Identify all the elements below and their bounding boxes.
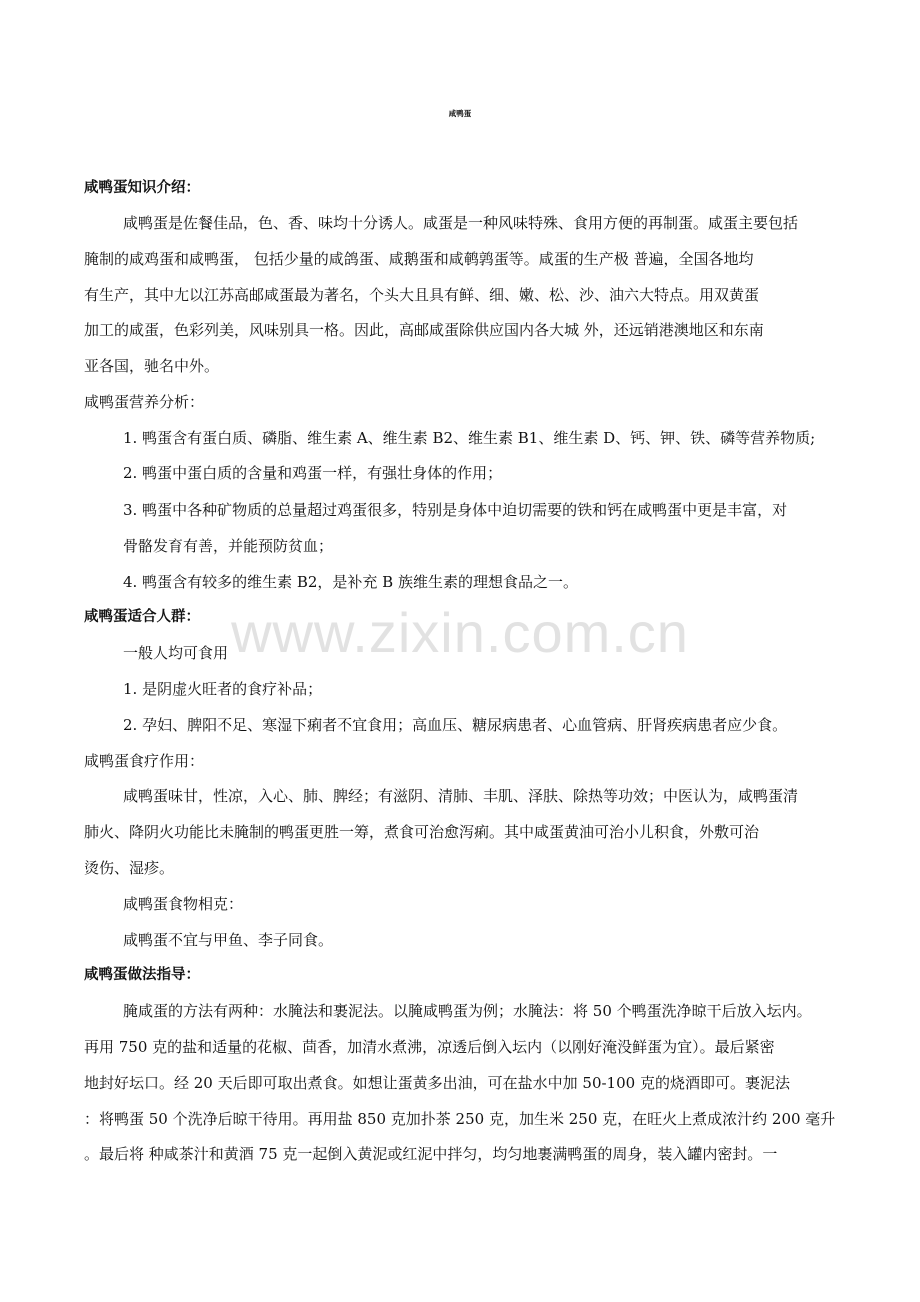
paragraph-line: 烫伤、湿疹。 — [84, 859, 175, 877]
list-item: 1. 鸭蛋含有蛋白质、磷脂、维生素 A、维生素 B2、维生素 B1、维生素 D、钙、钾、铁、磷等营养物质; — [123, 429, 816, 447]
section-heading-method: 咸鸭蛋做法指导： — [84, 967, 200, 983]
section-heading-nutrition: 咸鸭蛋营养分析： — [84, 393, 205, 411]
paragraph-line: 亚各国，驰名中外。 — [84, 357, 220, 375]
paragraph-line: 一般人均可食用 — [123, 644, 229, 662]
section-heading-therapy: 咸鸭蛋食疗作用： — [84, 752, 205, 770]
list-item-continuation: 骨骼发育有善，并能预防贫血； — [123, 537, 334, 555]
watermark: www.zixin.com.cn — [231, 601, 689, 664]
list-item: 3. 鸭蛋中各种矿物质的总量超过鸡蛋很多，特别是身体中迫切需要的铁和钙在咸鸭蛋中更是丰富，对 — [123, 501, 788, 519]
paragraph-line: 再用 750 克的盐和适量的花椒、茴香，加清水煮沸，凉透后倒入坛内（以刚好淹没鲜蛋为宜）。最后紧密 — [84, 1038, 775, 1056]
list-item: 2. 孕妇、脾阳不足、寒湿下痢者不宜食用；高血压、糖尿病患者、心血管病、肝肾疾病患者应少食。 — [123, 716, 788, 734]
section-heading-intro: 咸鸭蛋知识介绍： — [84, 180, 200, 196]
section-heading-suitable: 咸鸭蛋适合人群： — [84, 609, 200, 625]
paragraph-line: 肺火、降阴火功能比未腌制的鸭蛋更胜一筹，煮食可治愈泻痢。其中咸蛋黄油可治小儿积食，外敷可治 — [84, 823, 760, 841]
list-item: 2. 鸭蛋中蛋白质的含量和鸡蛋一样，有强壮身体的作用； — [123, 464, 503, 482]
paragraph-line: 腌制的咸鸡蛋和咸鸭蛋， 包括少量的咸鸽蛋、咸鹅蛋和咸鹌鹑蛋等。咸蛋的生产极 普遍，全国各地均 — [84, 250, 754, 268]
list-item: 4. 鸭蛋含有较多的维生素 B2，是补充 B 族维生素的理想食品之一。 — [123, 573, 578, 591]
paragraph-line: 加工的咸蛋，色彩列美，风味别具一格。因此，高邮咸蛋除供应国内各大城 外，还远销港澳地区和东南 — [84, 321, 764, 339]
list-item: 1. 是阴虚火旺者的食疗补品； — [123, 680, 323, 698]
paragraph-line: 咸鸭蛋是佐餐佳品，色、香、味均十分诱人。咸蛋是一种风味特殊、食用方便的再制蛋。咸蛋主要包括 — [123, 214, 799, 232]
paragraph-line: ：将鸭蛋 50 个洗净后晾干待用。再用盐 850 克加扑茶 250 克，加生米 250 克，在旺火上煮成浓汁约 200 毫升 — [84, 1110, 836, 1128]
paragraph-line: 咸鸭蛋不宜与甲鱼、李子同食。 — [123, 931, 334, 949]
page-title: 咸鸭蛋 — [448, 109, 472, 118]
paragraph-line: 腌咸蛋的方法有两种：水腌法和裹泥法。以腌咸鸭蛋为例；水腌法：将 50 个鸭蛋洗净晾干后放入坛内。 — [123, 1002, 812, 1020]
paragraph-line: 地封好坛口。经 20 天后即可取出煮食。如想让蛋黄多出油，可在盐水中加 50-100 克的烧酒即可。裹泥法 — [84, 1074, 790, 1092]
paragraph-line: 。最后将 种咸茶汁和黄酒 75 克一起倒入黄泥或红泥中拌匀，均匀地裹满鸭蛋的周身，装入罐内密封。一 — [84, 1145, 778, 1163]
section-heading-incompatible: 咸鸭蛋食物相克： — [123, 895, 244, 913]
paragraph-line: 有生产，其中尢以江苏高邮咸蛋最为著名，个头大且具有鲜、细、嫩、松、沙、油六大特点。用双黄蛋 — [84, 286, 760, 304]
paragraph-line: 咸鸭蛋味甘，性凉，入心、肺、脾经；有滋阴、清肺、丰肌、泽肤、除热等功效；中医认为，咸鸭蛋清 — [123, 787, 799, 805]
